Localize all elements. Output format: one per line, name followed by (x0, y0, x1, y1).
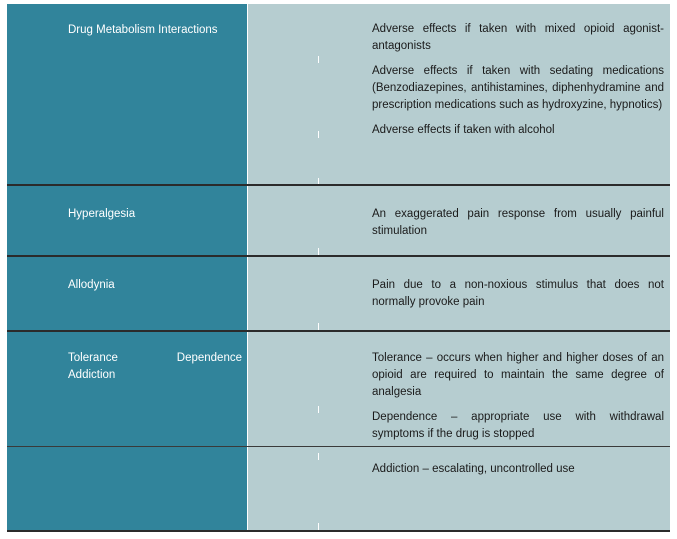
cell-tick-mark (318, 406, 319, 413)
row-label-cell (7, 186, 247, 255)
row-description (372, 277, 664, 319)
label-dependence: Dependence (176, 352, 242, 364)
row-label-cell (7, 257, 247, 330)
row-description-cell (248, 186, 670, 255)
cell-tick-mark (318, 453, 319, 460)
row-label-cell (7, 447, 247, 532)
row-label: Allodynia (68, 279, 115, 291)
description-text: Adverse effects if taken with sedating medications (Benzodiazepines, antihistamines, diphenhydramine and prescription medications such as hydroxyzine, hypnotics) (372, 65, 664, 111)
cell-tick-mark (318, 131, 319, 138)
description-text: Adverse effects if taken with mixed opioid agonist-antagonists (372, 23, 664, 52)
table-row-addiction (7, 447, 670, 532)
row-description (372, 350, 664, 451)
description-text: Addiction – escalating, uncontrolled use (372, 463, 575, 475)
table-bottom-border (7, 530, 670, 532)
row-description (372, 21, 664, 147)
row-label-line (68, 350, 242, 367)
description-text: Dependence – appropriate use with withdrawal symptoms if the drug is stopped (372, 411, 664, 440)
row-description-cell (248, 4, 670, 184)
cell-tick-mark (318, 56, 319, 63)
row-label-cell (7, 332, 247, 446)
cell-tick-mark (318, 523, 319, 530)
description-text: An exaggerated pain response from usually painful stimulation (372, 208, 664, 237)
row-description (372, 206, 664, 248)
row-label: Drug Metabolism Interactions (68, 24, 218, 36)
row-description (372, 461, 664, 486)
table-row-hyperalgesia (7, 186, 670, 255)
row-description-cell (248, 257, 670, 330)
table-row-tolerance-dependence (7, 332, 670, 446)
description-text: Pain due to a non-noxious stimulus that does not normally provoke pain (372, 279, 664, 308)
table-row-drug-metabolism (7, 4, 670, 184)
opioid-risks-table (7, 4, 670, 532)
row-label: Hyperalgesia (68, 208, 136, 220)
row-description-cell (248, 447, 670, 532)
row-label-cell (7, 4, 247, 184)
row-label (68, 350, 242, 384)
label-tolerance: Tolerance (68, 352, 118, 364)
cell-tick-mark (318, 248, 319, 255)
row-description-cell (248, 332, 670, 446)
description-text: Adverse effects if taken with alcohol (372, 124, 555, 136)
label-addiction: Addiction (68, 369, 116, 381)
table-row-allodynia (7, 257, 670, 330)
cell-tick-mark (318, 323, 319, 330)
description-text: Tolerance – occurs when higher and higher doses of an opioid are required to maintain the same degree of analgesia (372, 352, 664, 398)
